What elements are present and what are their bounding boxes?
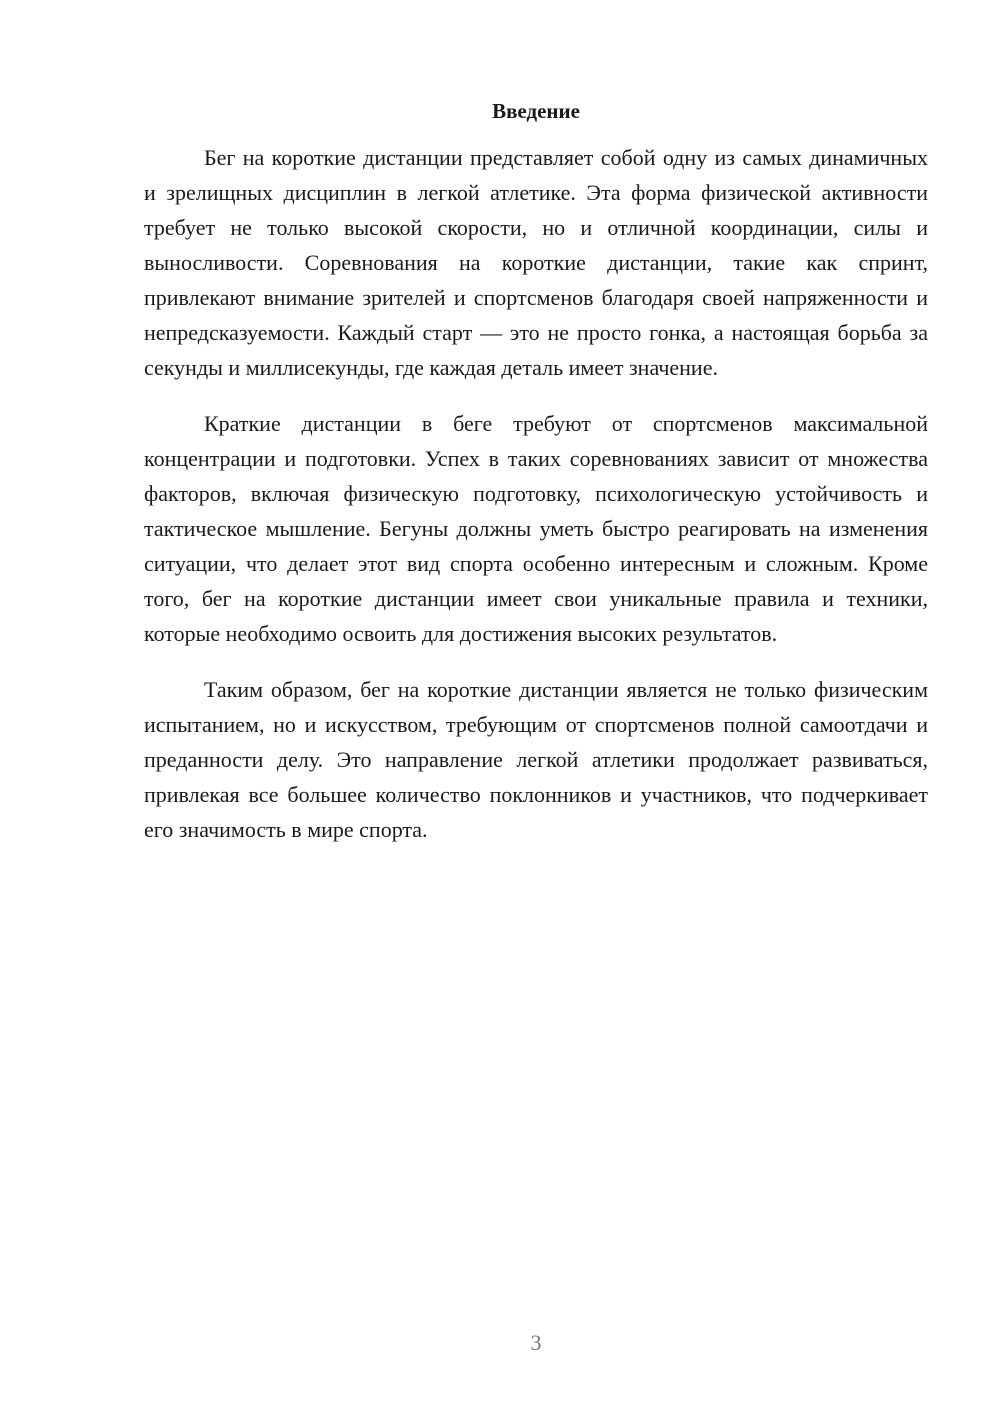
section-title: Введение [492,99,580,123]
page-content [144,96,928,868]
paragraph-3: Таким образом, бег на короткие дистанции является не только физическим испытанием, но и искусством, требующим от спортсменов полной самоотдачи и преданности делу. Это направление легкой атлетики продолжает развиваться, привлекая все большее количество поклонников и участников, что подчеркивает его значимость в мире спорта. [144,677,928,842]
paragraph-1: Бег на короткие дистанции представляет собой одну из самых динамичных и зрелищных дисциплин в легкой атлетике. Эта форма физической активности требует не только высокой скорости, но и отличной координации, силы и выносливости. Соревнования на короткие дистанции, такие как спринт, привлекают внимание зрителей и спортсменов благодаря своей напряженности и непредсказуемости. Каждый старт — это не просто гонка, а настоящая борьба за секунды и миллисекунды, где каждая деталь имеет значение. [144,145,928,380]
page-number: 3 [530,1330,542,1355]
paragraph-2: Краткие дистанции в беге требуют от спортсменов максимальной концентрации и подготовки. Успех в таких соревнованиях зависит от множества факторов, включая физическую подготовку, психологическую устойчивость и тактическое мышление. Бегуны должны уметь быстро реагировать на изменения ситуации, что делает этот вид спорта особенно интересным и сложным. Кроме того, бег на короткие дистанции имеет свои уникальные правила и техники, которые необходимо освоить для достижения высоких результатов. [144,411,928,646]
